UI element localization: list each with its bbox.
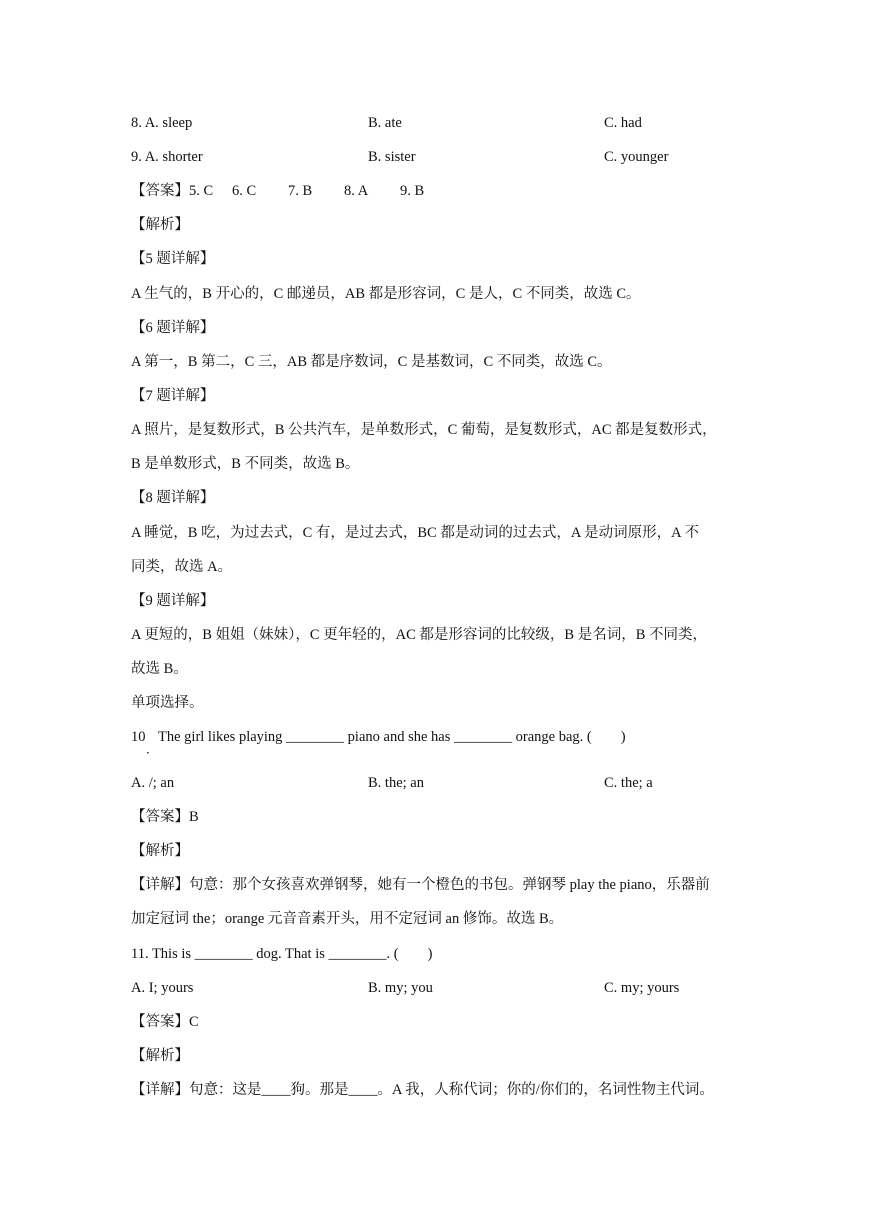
detail-6-text: A 第一，B 第二，C 三，AB 都是序数词，C 是基数词，C 不同类，故选 C。: [131, 354, 612, 370]
q8-option-c: C. had: [604, 115, 642, 131]
q11-option-c: C. my; yours: [604, 980, 680, 996]
answer-item: 9. B: [400, 183, 425, 199]
answer-item: 8. A: [344, 183, 369, 199]
detail-6-title: 【6 题详解】: [131, 320, 215, 336]
detail-9-title: 【9 题详解】: [131, 593, 215, 609]
q9-option-b: B. sister: [368, 149, 416, 165]
detail-9-line1: A 更短的，B 姐姐（妹妹），C 更年轻的，AC 都是形容词的比较级，B 是名词，B 不同类，: [131, 627, 707, 643]
detail-9-line2: 故选 B。: [131, 661, 188, 677]
answer-line-5-9: [131, 181, 424, 201]
q11-option-a: A. I; yours: [131, 980, 194, 996]
q10-answer: 【答案】B: [131, 809, 199, 825]
q10-number: 10: [131, 729, 146, 745]
q10-detail-line1: 【详解】句意：那个女孩喜欢弹钢琴，她有一个橙色的书包。弹钢琴 play the piano，乐器前: [131, 877, 710, 893]
detail-7-line1: A 照片，是复数形式，B 公共汽车，是单数形式，C 葡萄，是复数形式，AC 都是复数形式，: [131, 422, 717, 438]
q9-option-a: 9. A. shorter: [131, 149, 203, 165]
detail-7-title: 【7 题详解】: [131, 388, 215, 404]
q9-option-c: C. younger: [604, 149, 669, 165]
detail-5-text: A 生气的，B 开心的，C 邮递员，AB 都是形容词，C 是人，C 不同类，故选 C。: [131, 286, 641, 302]
detail-8-line1: A 睡觉，B 吃，为过去式，C 有，是过去式，BC 都是动词的过去式，A 是动词原形，A 不: [131, 525, 699, 541]
q11-detail-line1: 【详解】句意：这是____狗。那是____。A 我，人称代词；你的/你们的，名词性物主代词。: [131, 1082, 714, 1098]
q11-analysis-label: 【解析】: [131, 1048, 189, 1064]
detail-7-line2: B 是单数形式，B 不同类，故选 B。: [131, 456, 360, 472]
q10-detail-line2: 加定冠词 the；orange 元音音素开头，用不定冠词 an 修饰。故选 B。: [131, 911, 564, 927]
answer-item: 6. C: [232, 183, 257, 199]
q11-option-b: B. my; you: [368, 980, 433, 996]
q11-answer: 【答案】C: [131, 1014, 199, 1030]
answer-item: 5. C: [189, 183, 214, 199]
detail-5-title: 【5 题详解】: [131, 251, 215, 267]
q10-option-b: B. the; an: [368, 775, 424, 791]
q10-analysis-label: 【解析】: [131, 843, 189, 859]
q10-option-a: A. /; an: [131, 775, 175, 791]
analysis-label: 【解析】: [131, 217, 189, 233]
answer-item: 7. B: [288, 183, 313, 199]
q11-text: 11. This is ________ dog. That is ________. ( ): [131, 946, 433, 962]
detail-8-title: 【8 题详解】: [131, 490, 215, 506]
detail-8-line2: 同类，故选 A。: [131, 559, 233, 575]
q10-text: The girl likes playing ________ piano and she has ________ orange bag. ( ): [158, 729, 626, 745]
q10-dot: ．: [146, 742, 159, 756]
section-heading: 单项选择。: [131, 695, 204, 711]
q10-option-c: C. the; a: [604, 775, 653, 791]
answer-label: 【答案】: [131, 183, 189, 199]
q8-option-a: 8. A. sleep: [131, 115, 193, 131]
q8-option-b: B. ate: [368, 115, 402, 131]
